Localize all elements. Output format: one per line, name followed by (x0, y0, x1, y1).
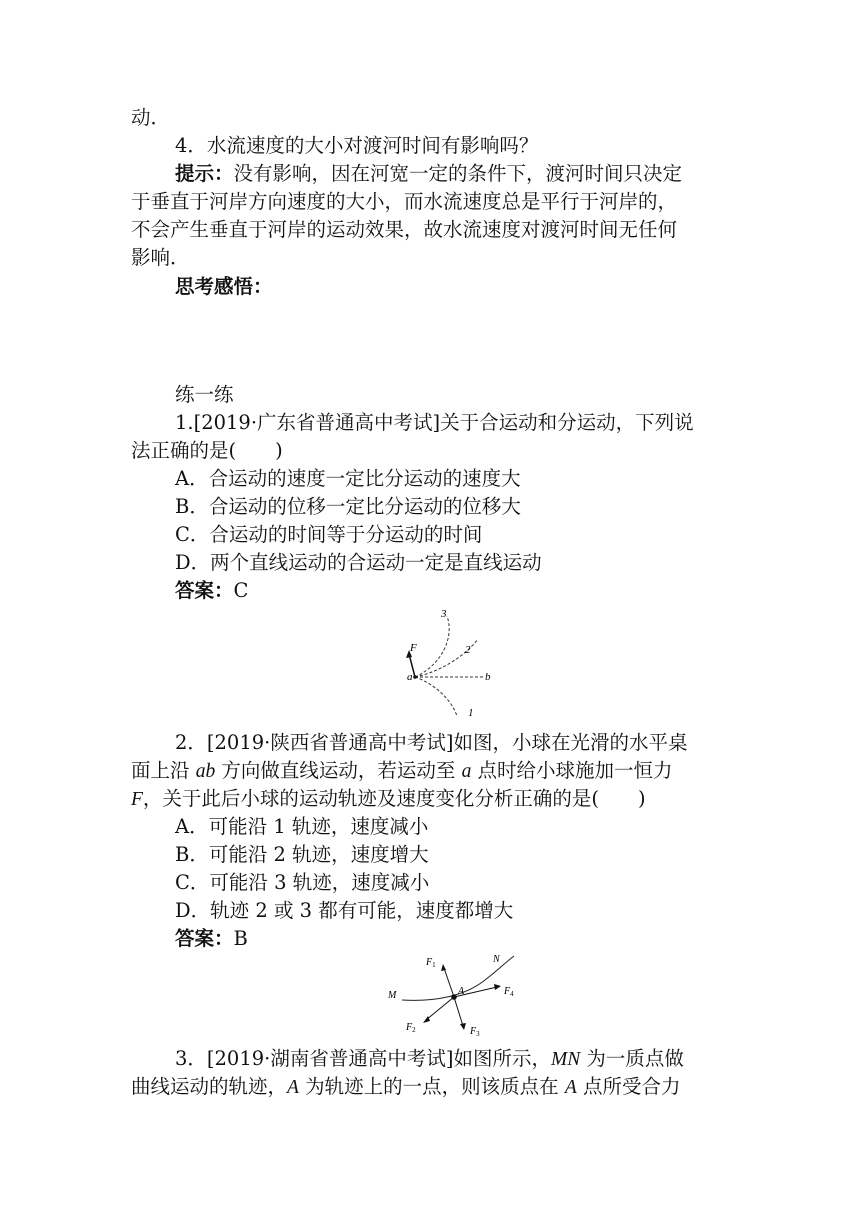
q4-question: 4．水流速度的大小对渡河时间有影响吗？ (175, 134, 539, 157)
p2-text: 面上沿 (131, 759, 196, 782)
label-a: a (407, 671, 413, 683)
p2-line-2 (131, 757, 673, 786)
p2-option-b: B．可能沿 2 轨迹，速度增大 (175, 843, 429, 866)
q4-hint-line-4: 影响． (131, 246, 190, 269)
p1-line-1: 1.[2019·广东省普通高中考试]关于合运动和分运动，下列说 (175, 411, 694, 434)
label-2: 2 (465, 644, 471, 656)
p2-line-1: 2．[2019·陕西省普通高中考试]如图，小球在光滑的水平桌 (175, 731, 688, 754)
p2-text: 方向做直线运动，若运动至 (215, 759, 462, 782)
trajectory-1 (415, 677, 457, 716)
p1-option-d: D．两个直线运动的合运动一定是直线运动 (175, 551, 542, 574)
hint-text: 没有影响，因在河宽一定的条件下，渡河时间只决定 (233, 162, 683, 185)
trajectory-3 (415, 616, 449, 677)
hint-label: 提示： (175, 162, 234, 185)
answer-value: B (233, 927, 248, 950)
p2-line-3 (131, 785, 646, 814)
p2-ab: ab (195, 761, 216, 782)
p3-MN: MN (550, 1049, 581, 1070)
force-F1 (444, 968, 454, 997)
p1-line-2: 法正确的是( ) (131, 439, 283, 462)
force-F3 (454, 997, 463, 1026)
label-F1: $F_1$ (426, 957, 436, 969)
q4-hint-line-3: 不会产生垂直于河岸的运动效果，故水流速度对渡河时间无任何 (131, 218, 678, 241)
p3-text: 点所受合力 (576, 1075, 681, 1098)
p2-point-a: a (461, 761, 472, 782)
p3-text: 曲线运动的轨迹， (131, 1075, 288, 1098)
label-1: 1 (468, 707, 474, 719)
p2-force-F: F (131, 789, 143, 810)
figure-trajectories (395, 604, 505, 722)
answer-label: 答案： (175, 927, 234, 950)
answer-label: 答案： (175, 579, 234, 602)
p3-text: 为轨迹上的一点，则该质点在 (298, 1075, 565, 1098)
force-F1-head (441, 964, 446, 971)
p3-point-A: A (287, 1077, 299, 1098)
figure-forces (380, 950, 530, 1040)
label-F4: $F_4$ (504, 986, 514, 998)
p3-point-A: A (564, 1077, 577, 1098)
point-a (413, 675, 417, 679)
p2-option-c: C．可能沿 3 轨迹，速度减小 (175, 871, 430, 894)
reflection-label: 思考感悟： (175, 275, 273, 298)
label-A: A (458, 986, 465, 997)
p1-option-a: A．合运动的速度一定比分运动的速度大 (175, 467, 521, 490)
p2-answer (175, 925, 248, 953)
practice-heading: 练一练 (175, 383, 234, 406)
q4-hint-line-1 (175, 160, 682, 188)
q4-hint-line-2: 于垂直于河岸方向速度的大小，而水流速度总是平行于河岸的， (131, 190, 678, 213)
p2-text: 点时给小球施加一恒力 (471, 759, 673, 782)
p1-option-b: B．合运动的位移一定比分运动的位移大 (175, 495, 521, 518)
force-F4-head (494, 984, 501, 990)
p1-option-c: C．合运动的时间等于分运动的时间 (175, 523, 483, 546)
label-N: N (493, 954, 500, 965)
p3-text: 3．[2019·湖南省普通高中考试]如图所示， (175, 1047, 551, 1070)
label-b: b (485, 671, 491, 683)
answer-value: C (233, 579, 249, 602)
label-F2: $F_2$ (406, 1022, 416, 1034)
p3-text: 为一质点做 (580, 1047, 684, 1070)
label-M: M (388, 990, 397, 1001)
label-F: F (410, 642, 417, 654)
p3-line-2 (131, 1073, 680, 1102)
p2-option-a: A．可能沿 1 轨迹，速度减小 (175, 815, 429, 838)
point-A (451, 994, 457, 1000)
force-F2 (426, 997, 454, 1020)
p2-option-d: D．轨迹 2 或 3 都有可能，速度都增大 (175, 899, 514, 922)
p3-line-1 (175, 1045, 684, 1074)
label-F3: $F_3$ (470, 1026, 480, 1038)
p1-answer (175, 577, 248, 605)
label-3: 3 (441, 608, 447, 620)
prev-paragraph-end: 动． (131, 106, 171, 129)
force-F3-head (460, 1023, 466, 1030)
p2-text: ，关于此后小球的运动轨迹及速度变化分析正确的是( ) (142, 787, 646, 810)
